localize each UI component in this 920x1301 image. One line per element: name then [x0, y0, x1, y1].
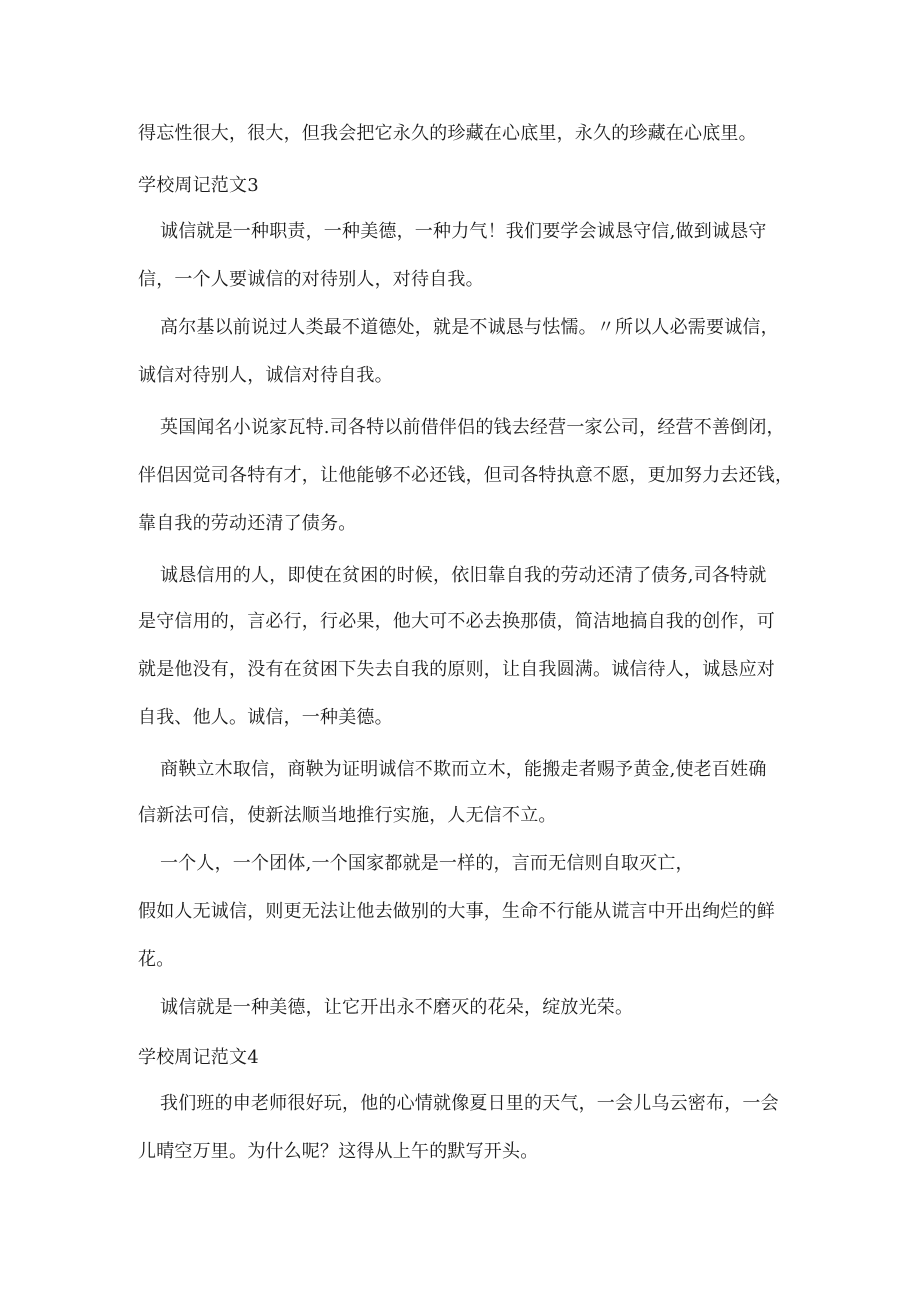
- paragraph-line: 假如人无诚信，则更无法让他去做别的大事，生命不行能从谎言中开出绚烂的鲜: [138, 901, 775, 922]
- paragraph-line: 诚信就是一种职责，一种美德，一种力气！我们要学会诚恳守信,做到诚恳守: [160, 221, 767, 242]
- paragraph-line: 自我、他人。诚信，一种美德。: [138, 707, 393, 728]
- paragraph-line: 商鞅立木取信，商鞅为证明诚信不欺而立木，能搬走者赐予黄金,使老百姓确: [160, 759, 767, 780]
- paragraph-line: 就是他没有，没有在贫困下失去自我的原则，让自我圆满。诚信待人，诚恳应对: [138, 659, 775, 680]
- paragraph-line: 诚信就是一种美德，让它开出永不磨灭的花朵，绽放光荣。: [160, 997, 634, 1018]
- paragraph-line: 是守信用的，言必行，行必果，他大可不必去换那债，简洁地搞自我的创作，可: [138, 611, 775, 632]
- paragraph-line: 儿晴空万里。为什么呢？这得从上午的默写开头。: [138, 1141, 539, 1162]
- section-heading: 学校周记范文3: [138, 175, 259, 196]
- paragraph-line: 花。: [138, 949, 175, 970]
- paragraph-line: 得忘性很大，很大，但我会把它永久的珍藏在心底里，永久的珍藏在心底里。: [138, 123, 757, 144]
- paragraph-line: 靠自我的劳动还清了债务。: [138, 513, 357, 534]
- paragraph-line: 英国闻名小说家瓦特.司各特以前借伴侣的钱去经营一家公司，经营不善倒闭，: [160, 417, 785, 438]
- paragraph-line: 信新法可信，使新法顺当地推行实施，人无信不立。: [138, 805, 557, 826]
- section-heading: 学校周记范文4: [138, 1047, 259, 1068]
- paragraph-line: 信，一个人要诚信的对待别人，对待自我。: [138, 269, 484, 290]
- paragraph-line: 高尔基以前说过人类最不道德处，就是不诚恳与怯懦。〃所以人必需要诚信，: [160, 317, 779, 338]
- paragraph-line: 我们班的申老师很好玩，他的心情就像夏日里的天气，一会儿乌云密布，一会: [160, 1093, 779, 1114]
- paragraph-line: 一个人，一个团体,一个国家都就是一样的，言而无信则自取灭亡，: [160, 853, 694, 874]
- paragraph-line: 伴侣因觉司各特有才，让他能够不必还钱，但司各特执意不愿，更加努力去还钱，: [138, 465, 794, 486]
- paragraph-line: 诚恳信用的人，即使在贫困的时候，依旧靠自我的劳动还清了债务,司各特就: [160, 565, 767, 586]
- paragraph-line: 诚信对待别人，诚信对待自我。: [138, 365, 393, 386]
